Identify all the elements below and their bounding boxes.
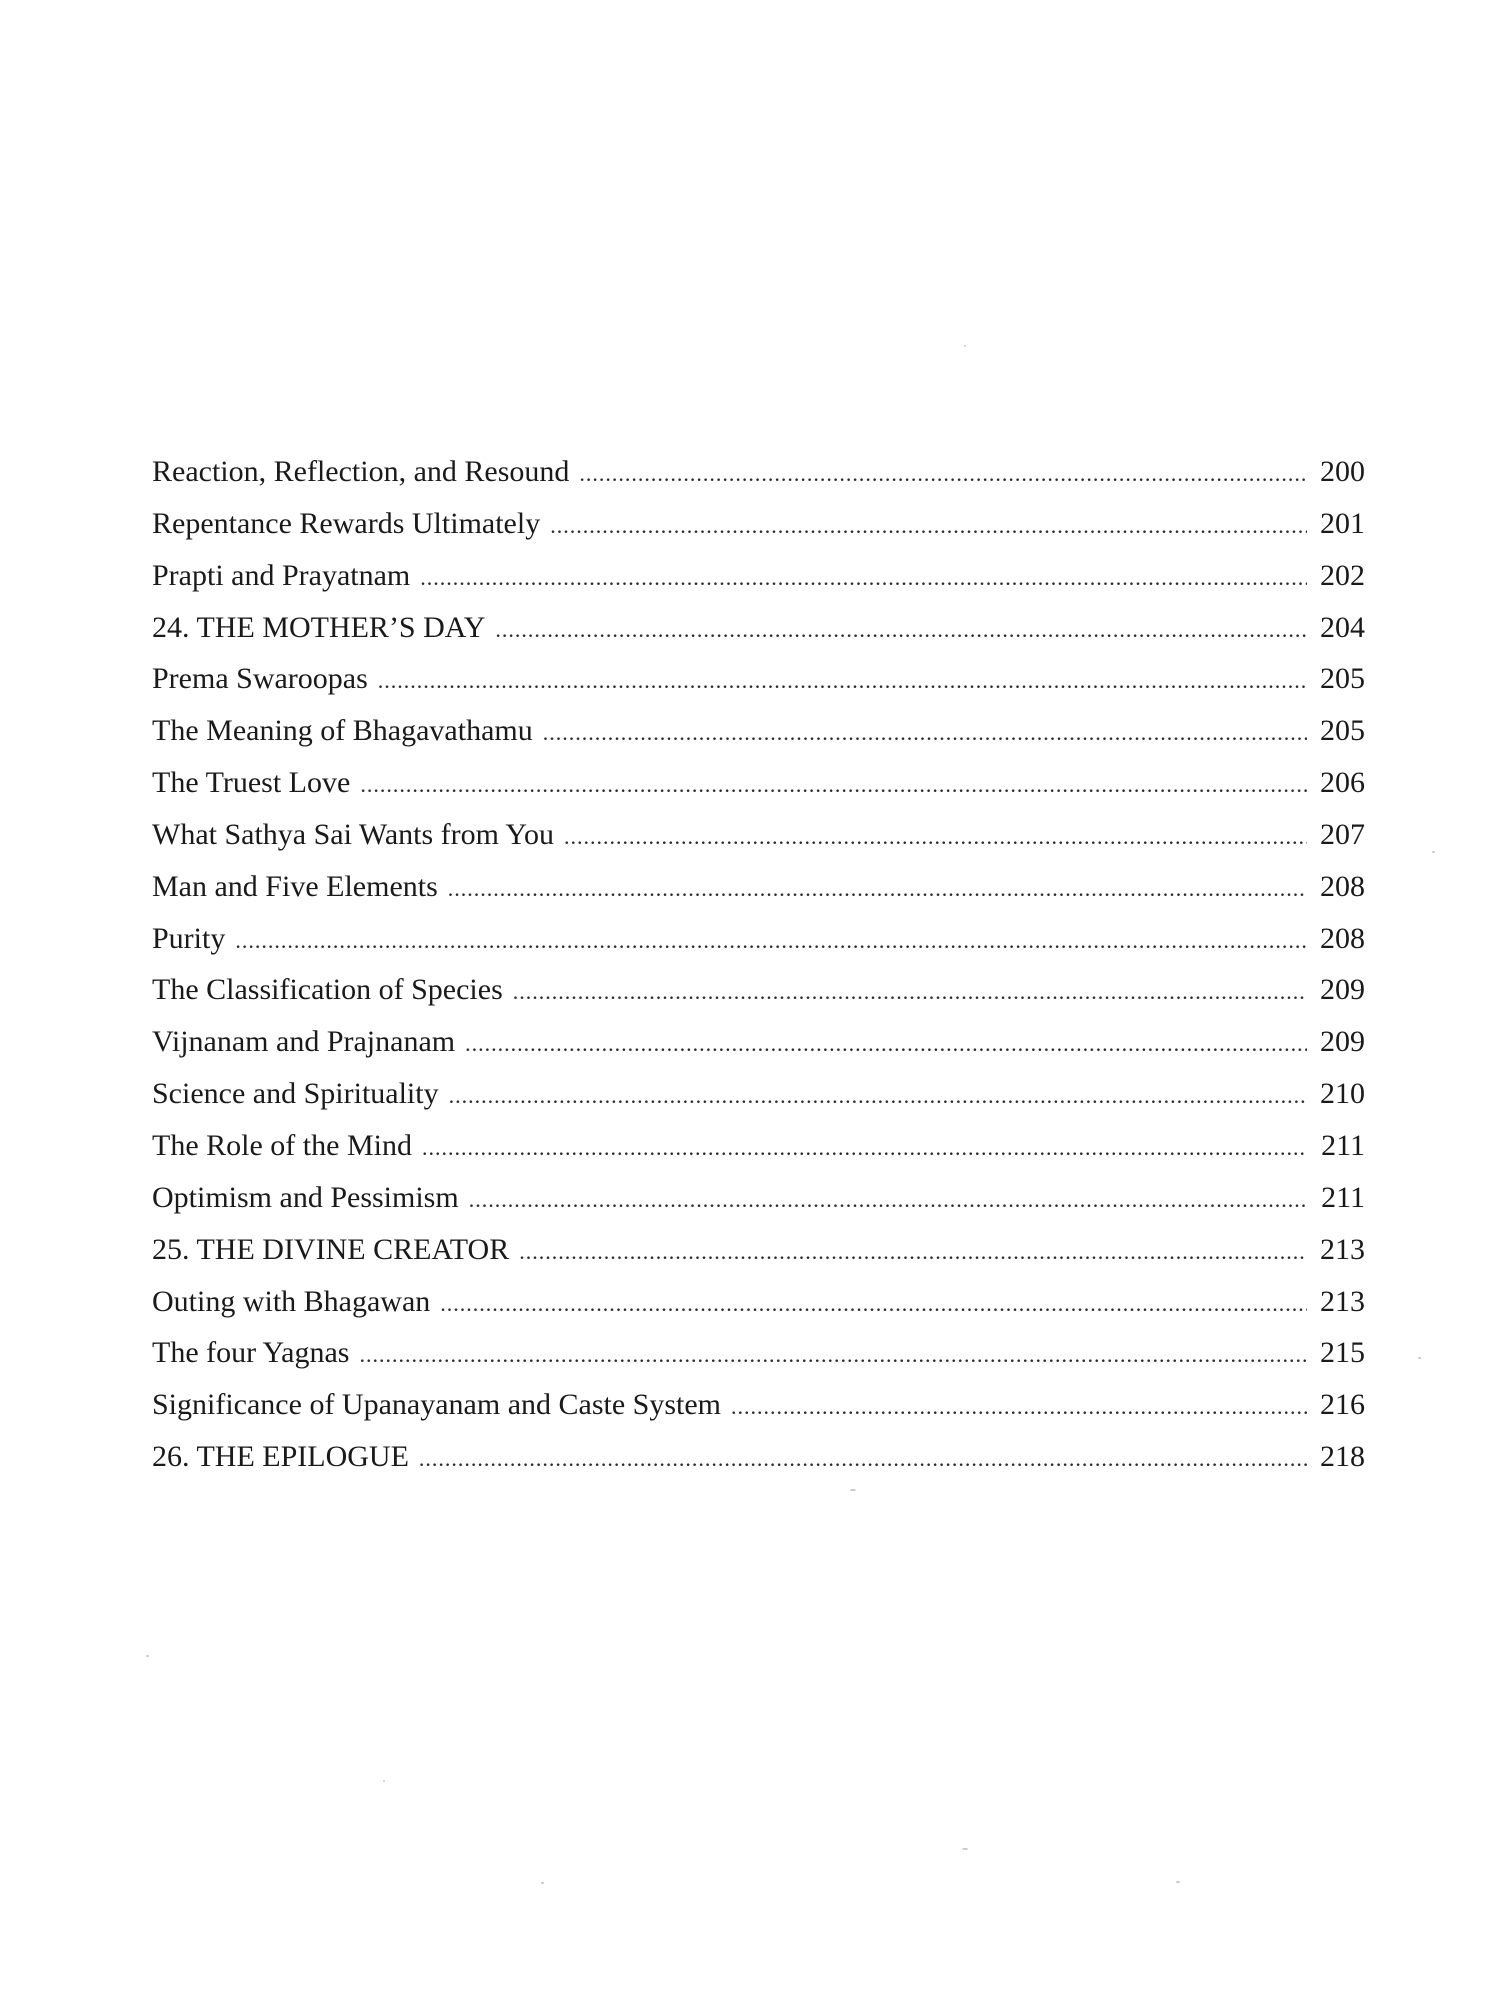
dot-leader xyxy=(359,1329,1307,1381)
dot-leader xyxy=(513,966,1307,1018)
toc-entry-title: Reaction, Reflection, and Resound xyxy=(152,455,570,488)
toc-entry-title: Repentance Rewards Ultimately xyxy=(152,506,541,540)
scan-speck xyxy=(850,1489,856,1491)
dot-leader xyxy=(440,1278,1307,1330)
toc-entry-title: Man and Five Elements xyxy=(152,869,438,903)
toc-entry-title: The four Yagnas xyxy=(152,1336,350,1370)
dot-leader xyxy=(731,1381,1307,1433)
toc-entry-title: Outing with Bhagawan xyxy=(152,1284,431,1318)
toc-entry-page: 218 xyxy=(1320,1440,1365,1474)
toc-entry xyxy=(152,1224,1365,1276)
dot-leader xyxy=(465,1018,1307,1070)
toc-entry xyxy=(152,1016,1365,1068)
scan-speck xyxy=(964,345,966,347)
dot-leader xyxy=(469,1174,1307,1226)
toc-entry xyxy=(152,602,1365,654)
toc-entry xyxy=(152,446,1365,498)
toc-entry-page: 211 xyxy=(1321,1180,1365,1214)
dot-leader xyxy=(360,759,1307,811)
toc-entry-title: Prema Swaroopas xyxy=(152,662,368,696)
toc-entry-page: 205 xyxy=(1320,714,1365,748)
toc-entry xyxy=(152,757,1365,809)
toc-entry xyxy=(152,913,1365,965)
toc-entry-title: The Truest Love xyxy=(152,766,351,800)
toc-entry xyxy=(152,1431,1365,1483)
scan-speck xyxy=(541,1882,544,1884)
toc-entry xyxy=(152,1172,1365,1224)
toc-entry-page: 200 xyxy=(1320,455,1365,488)
toc-entry xyxy=(152,1327,1365,1379)
dot-leader xyxy=(420,552,1307,604)
toc-entry-page: 216 xyxy=(1320,1388,1365,1422)
toc-entry xyxy=(152,1276,1365,1328)
toc-entry-title: 25. THE DIVINE CREATOR xyxy=(152,1232,510,1266)
toc-entry-title: The Meaning of Bhagavathamu xyxy=(152,714,533,748)
table-of-contents xyxy=(152,446,1365,1483)
toc-entry xyxy=(152,964,1365,1016)
dot-leader xyxy=(419,1433,1307,1485)
dot-leader xyxy=(422,1122,1307,1174)
toc-entry-page: 213 xyxy=(1320,1232,1365,1266)
toc-entry-title: Vijnanam and Prajnanam xyxy=(152,1025,456,1059)
toc-entry xyxy=(152,1068,1365,1120)
dot-leader xyxy=(543,707,1307,759)
toc-entry-title: Purity xyxy=(152,921,226,955)
toc-entry-title: The Role of the Mind xyxy=(152,1128,412,1162)
toc-entry-page: 208 xyxy=(1320,921,1365,955)
dot-leader xyxy=(378,655,1307,707)
toc-entry-page: 201 xyxy=(1320,506,1365,540)
toc-entry-page: 208 xyxy=(1320,869,1365,903)
scan-speck xyxy=(383,1780,385,1782)
scan-speck xyxy=(1432,851,1435,853)
scan-speck xyxy=(962,1848,968,1850)
toc-entry-page: 205 xyxy=(1320,662,1365,696)
toc-entry xyxy=(152,705,1365,757)
toc-entry xyxy=(152,1120,1365,1172)
toc-entry-title: Optimism and Pessimism xyxy=(152,1180,459,1214)
toc-entry xyxy=(152,861,1365,913)
dot-leader xyxy=(448,863,1307,915)
dot-leader xyxy=(550,500,1307,552)
toc-entry-title: Prapti and Prayatnam xyxy=(152,558,411,592)
dot-leader xyxy=(235,915,1307,967)
toc-entry-page: 213 xyxy=(1320,1284,1365,1318)
toc-entry xyxy=(152,653,1365,705)
toc-entry-page: 211 xyxy=(1321,1128,1365,1162)
toc-entry-page: 209 xyxy=(1320,1025,1365,1059)
toc-entry-title: 26. THE EPILOGUE xyxy=(152,1440,409,1474)
toc-entry-page: 206 xyxy=(1320,766,1365,800)
dot-leader xyxy=(449,1070,1307,1122)
toc-entry-title: 24. THE MOTHER’S DAY xyxy=(152,610,486,644)
toc-entry xyxy=(152,809,1365,861)
toc-entry-page: 209 xyxy=(1320,973,1365,1007)
toc-entry-page: 207 xyxy=(1320,817,1365,851)
toc-entry-title: The Classification of Species xyxy=(152,973,503,1007)
scan-speck xyxy=(146,1655,149,1657)
toc-entry xyxy=(152,498,1365,550)
dot-leader xyxy=(519,1226,1307,1278)
toc-entry-title: Significance of Upanayanam and Caste System xyxy=(152,1388,722,1422)
dot-leader xyxy=(564,811,1307,863)
toc-entry xyxy=(152,550,1365,602)
dot-leader xyxy=(579,448,1307,500)
scan-speck xyxy=(1176,1881,1180,1883)
toc-entry-title: Science and Spirituality xyxy=(152,1077,439,1111)
scan-speck xyxy=(1418,1357,1421,1359)
toc-entry-page: 210 xyxy=(1320,1077,1365,1111)
toc-entry-page: 215 xyxy=(1320,1336,1365,1370)
toc-entry xyxy=(152,1379,1365,1431)
toc-entry-page: 202 xyxy=(1320,558,1365,592)
toc-entry-page: 204 xyxy=(1320,610,1365,644)
dot-leader xyxy=(495,604,1307,656)
toc-entry-title: What Sathya Sai Wants from You xyxy=(152,817,555,851)
